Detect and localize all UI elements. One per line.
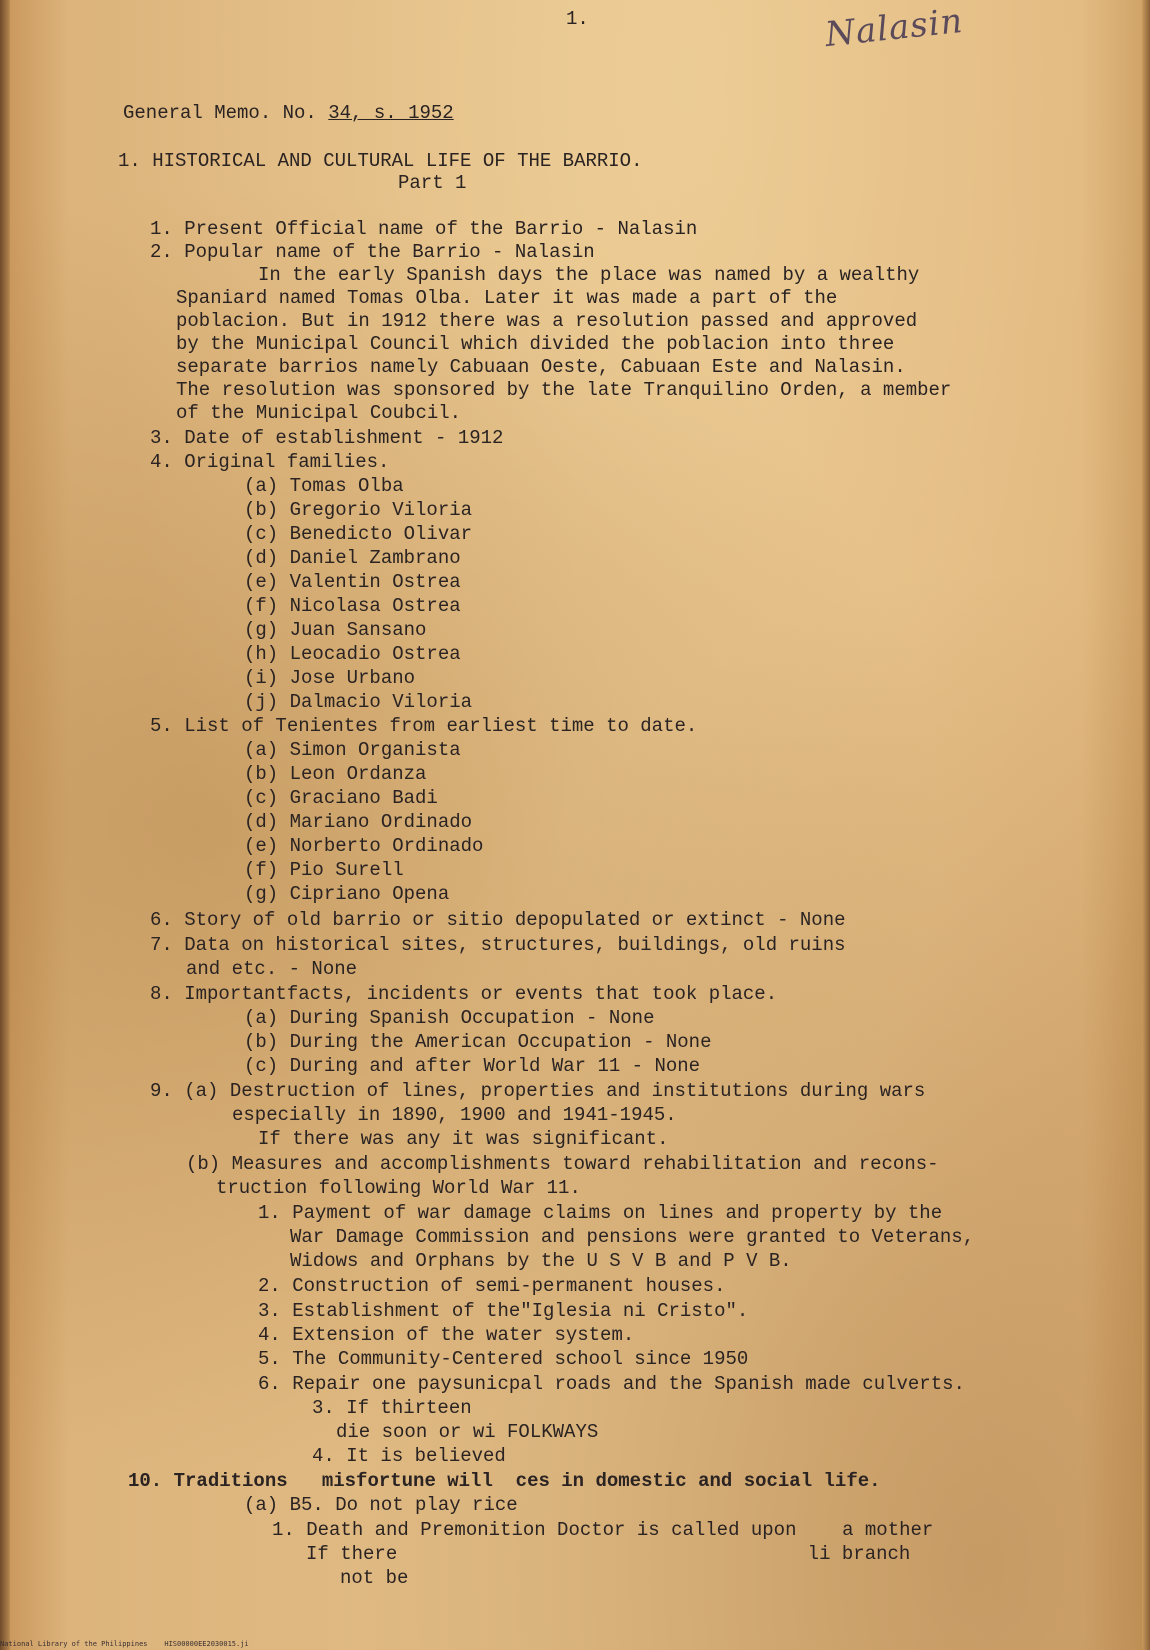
item-1-official-name: 1. Present Official name of the Barrio - Nalasin xyxy=(150,218,698,240)
measure-entry: 5. The Community-Centered school since 1950 xyxy=(258,1348,749,1370)
item-5-tenientes: 5. List of Tenientes from earliest time to date. xyxy=(150,715,698,737)
family-entry: (a) Tomas Olba xyxy=(244,475,404,497)
item-3-date-established: 3. Date of establishment - 1912 xyxy=(150,427,504,449)
item-4-original-families: 4. Original families. xyxy=(150,451,390,473)
teniente-entry: (g) Cipriano Opena xyxy=(244,883,450,905)
item-9a-destruction: 9. (a) Destruction of lines, properties and institutions during wars xyxy=(150,1080,926,1102)
page-left-edge xyxy=(0,0,10,1650)
teniente-entry: (d) Mariano Ordinado xyxy=(244,811,473,833)
section-title: 1. HISTORICAL AND CULTURAL LIFE OF THE BARRIO. xyxy=(118,150,643,172)
measure-entry: 3. Establishment of the"Iglesia ni Cristo". xyxy=(258,1300,749,1322)
tradition-fragment: not be xyxy=(340,1567,409,1589)
family-entry: (f) Nicolasa Ostrea xyxy=(244,595,461,617)
item-2-popular-name: 2. Popular name of the Barrio - Nalasin xyxy=(150,241,595,263)
teniente-entry: (c) Graciano Badi xyxy=(244,787,438,809)
section-part: Part 1 xyxy=(398,172,467,194)
item-10-traditions: 10. Traditions misfortune will ces in domestic and social life. xyxy=(128,1470,881,1492)
memo-number: 34, s. 1952 xyxy=(328,102,454,124)
overlap-fragment: 3. If thirteen xyxy=(312,1397,472,1419)
history-text-line: In the early Spanish days the place was named by a wealthy xyxy=(258,264,920,286)
measure-entry-continued: War Damage Commission and pensions were granted to Veterans, xyxy=(290,1226,975,1248)
teniente-entry: (b) Leon Ordanza xyxy=(244,763,427,785)
family-entry: (d) Daniel Zambrano xyxy=(244,547,461,569)
overlap-fragment: 4. It is believed xyxy=(312,1445,506,1467)
item-7-historical-sites: 7. Data on historical sites, structures, buildings, old ruins xyxy=(150,934,846,956)
item-8-important-facts: 8. Importantfacts, incidents or events that took place. xyxy=(150,983,778,1005)
history-text-line: of the Municipal Coubcil. xyxy=(176,402,462,424)
teniente-entry: (e) Norberto Ordinado xyxy=(244,835,484,857)
family-entry: (h) Leocadio Ostrea xyxy=(244,643,461,665)
tradition-entry: (a) B5. Do not play rice xyxy=(244,1494,518,1516)
item-6-old-barrio: 6. Story of old barrio or sitio depopulated or extinct - None xyxy=(150,909,846,931)
page-right-edge xyxy=(1142,0,1150,1650)
history-text-line: The resolution was sponsored by the late Tranquilino Orden, a member xyxy=(176,379,952,401)
history-text-line: by the Municipal Council which divided the poblacion into three xyxy=(176,333,895,355)
family-entry: (g) Juan Sansano xyxy=(244,619,427,641)
measure-entry: 1. Payment of war damage claims on lines and property by the xyxy=(258,1202,943,1224)
history-text-line: Spaniard named Tomas Olba. Later it was made a part of the xyxy=(176,287,838,309)
tradition-entry: 1. Death and Premonition Doctor is called upon a mother xyxy=(272,1519,934,1541)
tradition-fragment: If there li branch xyxy=(306,1543,911,1565)
teniente-entry: (a) Simon Organista xyxy=(244,739,461,761)
corner-handwritten-note: Nalasin xyxy=(823,0,966,56)
family-entry: (c) Benedicto Olivar xyxy=(244,523,473,545)
event-entry: (c) During and after World War 11 - None xyxy=(244,1055,701,1077)
event-entry: (a) During Spanish Occupation - None xyxy=(244,1007,655,1029)
teniente-entry: (f) Pio Surell xyxy=(244,859,404,881)
measure-entry: 4. Extension of the water system. xyxy=(258,1324,635,1346)
overlap-fragment: die soon or wi FOLKWAYS xyxy=(336,1421,599,1443)
measure-entry: 6. Repair one paysunicpal roads and the Spanish made culverts. xyxy=(258,1373,965,1395)
event-entry: (b) During the American Occupation - None xyxy=(244,1031,712,1053)
measure-entry-continued: Widows and Orphans by the U S V B and P V B. xyxy=(290,1250,792,1272)
family-entry: (j) Dalmacio Viloria xyxy=(244,691,473,713)
history-text-line: poblacion. But in 1912 there was a resolution passed and approved xyxy=(176,310,918,332)
item-9b-measures: (b) Measures and accomplishments toward rehabilitation and recons- xyxy=(186,1153,939,1175)
memo-prefix: General Memo. No. xyxy=(123,102,317,124)
family-entry: (e) Valentin Ostrea xyxy=(244,571,461,593)
family-entry: (i) Jose Urbano xyxy=(244,667,416,689)
item-9a-continued: especially in 1890, 1900 and 1941-1945. xyxy=(232,1104,677,1126)
measure-entry: 2. Construction of semi-permanent houses. xyxy=(258,1275,726,1297)
family-entry: (b) Gregorio Viloria xyxy=(244,499,473,521)
archive-footer-note: National Library of the Philippines HIS00000EE2030015.ji xyxy=(0,1640,249,1648)
history-text-line: separate barrios namely Cabuaan Oeste, Cabuaan Este and Nalasin. xyxy=(176,356,906,378)
item-9a-note: If there was any it was significant. xyxy=(258,1128,669,1150)
item-7-continued: and etc. - None xyxy=(186,958,358,980)
memo-header xyxy=(123,102,454,124)
page-number: 1. xyxy=(566,8,589,30)
item-9b-continued: truction following World War 11. xyxy=(216,1177,581,1199)
